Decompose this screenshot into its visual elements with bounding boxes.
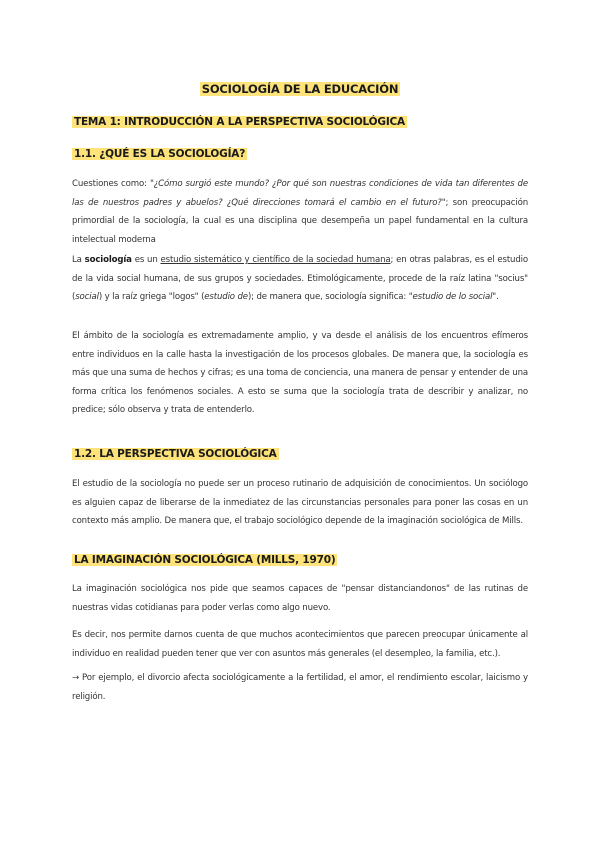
paragraph-perspective: El estudio de la sociología no puede ser un proceso rutinario de adquisición de conocimientos. Un sociólogo es alguien capaz de liberarse de la inmediatez de las circunstancias personales para poner las cosas en un contexto más amplio. De manera que, el trabajo sociológico depende de la imaginación sociológica de Mills. [72,479,528,526]
paragraph-imagination: La imaginación sociológica nos pide que seamos capaces de "pensar distanciandonos" de las rutinas de nuestras vidas cotidianas para poder verlas como algo nuevo. [72,584,528,613]
paragraph-individual: Es decir, nos permite darnos cuenta de que muchos acontecimientos que parecen preocupar únicamente al individuo en realidad pueden tener que ver con asuntos más generales (el desempleo, la familia, etc.). [72,630,528,659]
paragraph-example: → Por ejemplo, el divorcio afecta sociológicamente a la fertilidad, el amor, el rendimiento escolar, laicismo y religión. [72,673,528,702]
section-heading-1-2: 1.2. LA PERSPECTIVA SOCIOLÓGICA [74,448,277,460]
section-heading-imagination: LA IMAGINACIÓN SOCIOLÓGICA (MILLS, 1970) [74,554,336,566]
paragraph-scope: El ámbito de la sociología es extremadamente amplio, y va desde el análisis de los encuentros efímeros entre individuos en la calle hasta la investigación de los procesos globales. De manera que, la sociología es más que una suma de hechos y cifras; es una toma de conciencia, una manera de pensar y entender de una forma crítica los fenómenos sociales. A esto se suma que la sociología trata de describir y analizar, no predice; sólo observa y trata de entenderlo. [72,331,528,415]
topic-heading: TEMA 1: INTRODUCCIÓN A LA PERSPECTIVA SOCIOLÓGICA [74,116,405,128]
document-title: SOCIOLOGÍA DE LA EDUCACIÓN [201,82,399,96]
section-heading-1-1: 1.1. ¿QUÉ ES LA SOCIOLOGÍA? [74,148,246,160]
paragraph-questions: Cuestiones como: "¿Cómo surgió este mundo? ¿Por qué son nuestras condiciones de vida tan diferentes de las de nuestros padres y abuelos? ¿Qué direcciones tomará el cambio en el futuro?"; son preocupación primordial de la sociología, la cual es una disciplina que desempeña un papel fundamental en la cultura intelectual moderna [72,179,528,245]
paragraph-definition: La sociología es un estudio sistemático y científico de la sociedad humana; en otras palabras, es el estudio de la vida social humana, de sus grupos y sociedades. Etimológicamente, procede de la raíz latina "socius" (social) y la raíz griega "logos" (estudio de); de manera que, sociología significa: "estudio de lo social". [72,255,528,302]
